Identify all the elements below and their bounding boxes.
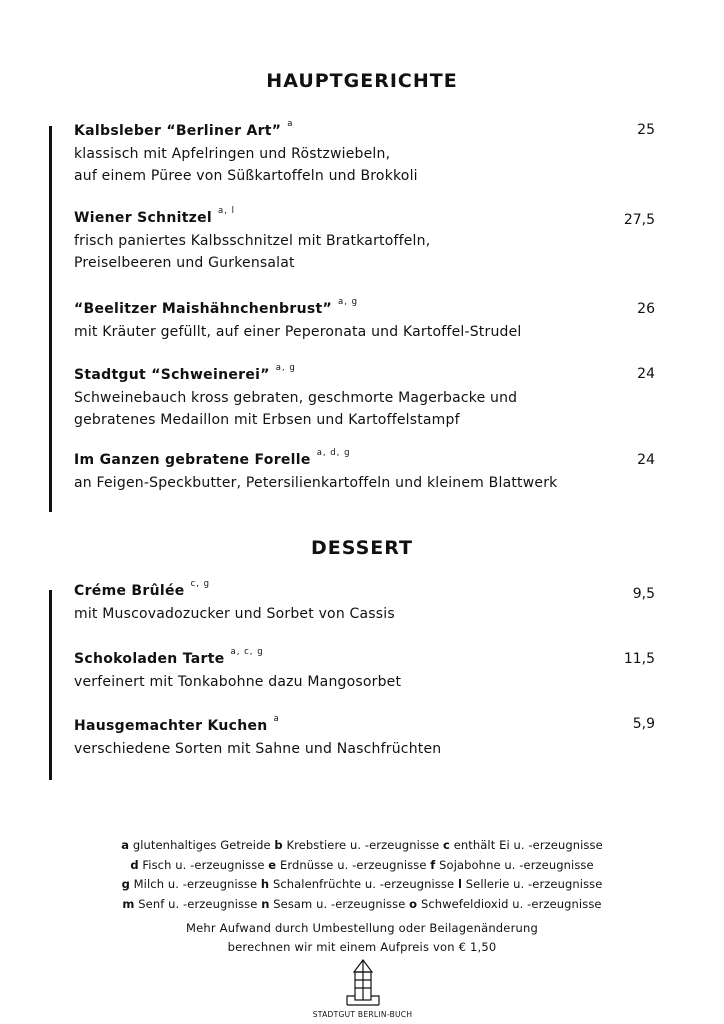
dish-name — [74, 206, 634, 226]
legend-line — [0, 856, 724, 876]
legend-text: Sesam u. -erzeugnisse — [269, 896, 410, 911]
dish-name-text: Créme Brûlée — [74, 583, 185, 599]
dessert-section-bar — [49, 590, 52, 780]
menu-item — [74, 206, 634, 274]
legend-code: l — [457, 877, 462, 891]
dish-description — [74, 472, 634, 494]
dish-price: 5,9 — [632, 716, 655, 732]
dish-name — [74, 363, 634, 383]
menu-item — [74, 647, 634, 693]
dish-description — [74, 230, 634, 274]
menu-item — [74, 579, 634, 625]
dish-name — [74, 119, 634, 139]
logo-text: STADTGUT BERLIN-BUCH — [312, 1010, 413, 1019]
legend-code: o — [409, 896, 418, 911]
dish-description-line: klassisch mit Apfelringen und Röstzwiebeln, — [74, 146, 391, 162]
menu-item — [74, 297, 634, 343]
dish-name-text: Wiener Schnitzel — [74, 210, 213, 226]
dish-description — [74, 738, 634, 760]
dish-name-text: Schokoladen Tarte — [74, 651, 225, 667]
legend-code: e — [268, 857, 277, 872]
stadtgut-logo — [300, 958, 425, 1019]
surcharge-note — [0, 919, 724, 957]
dish-description — [74, 387, 634, 431]
legend-text: enthält Ei u. -erzeugnisse — [449, 838, 603, 852]
dish-name — [74, 297, 634, 317]
legend-line — [0, 836, 724, 856]
dish-name-text: “Beelitzer Maishähnchenbrust” — [74, 301, 332, 317]
dish-description-line: verfeinert mit Tonkabohne dazu Mangosorbet — [74, 674, 402, 690]
legend-text: Senf u. -erzeugnisse — [134, 896, 262, 911]
legend-text: glutenhaltiges Getreide — [129, 838, 275, 852]
dish-description — [74, 321, 634, 343]
surcharge-note-line: Mehr Aufwand durch Umbestellung oder Beilagenänderung — [186, 921, 538, 935]
dish-price: 24 — [637, 452, 655, 468]
legend-code: h — [260, 877, 270, 891]
menu-item — [74, 363, 634, 431]
dish-name — [74, 448, 634, 468]
dessert-section-title: DESSERT — [311, 537, 413, 559]
allergen-codes: a, g — [337, 297, 358, 307]
legend-code: n — [261, 896, 270, 911]
surcharge-note-line: berechnen wir mit einem Aufpreis von € 1,50 — [227, 940, 497, 954]
legend-code: b — [274, 838, 283, 852]
dish-description-line: verschiedene Sorten mit Sahne und Naschfrüchten — [74, 741, 442, 757]
legend-line — [0, 875, 724, 895]
allergen-legend — [0, 836, 724, 914]
allergen-codes: a, g — [275, 363, 296, 373]
main-section-bar — [49, 126, 52, 512]
allergen-codes: c, g — [190, 579, 211, 589]
dish-price: 26 — [637, 301, 655, 317]
dish-description — [74, 603, 634, 625]
dish-name-text: Hausgemachter Kuchen — [74, 718, 268, 734]
legend-text: Sellerie u. -erzeugnisse — [461, 877, 603, 891]
allergen-codes: a, d, g — [316, 448, 351, 458]
dish-price: 27,5 — [623, 212, 655, 228]
dish-price: 9,5 — [632, 586, 655, 602]
dish-price: 25 — [637, 122, 655, 138]
dish-name — [74, 647, 634, 667]
dish-price: 24 — [637, 366, 655, 382]
legend-code: g — [121, 877, 130, 891]
tower-icon — [346, 958, 380, 1006]
allergen-codes: a — [273, 714, 280, 724]
dish-price: 11,5 — [623, 651, 655, 667]
legend-text: Erdnüsse u. -erzeugnisse — [276, 857, 431, 872]
main-section-title: HAUPTGERICHTE — [266, 70, 458, 92]
legend-code: m — [122, 896, 135, 911]
dish-description — [74, 671, 634, 693]
dish-description-line: an Feigen-Speckbutter, Petersilienkartoffeln und kleinem Blattwerk — [74, 475, 558, 491]
legend-line — [0, 895, 724, 915]
dish-name — [74, 714, 634, 734]
allergen-codes: a — [287, 119, 294, 129]
legend-text: Milch u. -erzeugnisse — [129, 877, 261, 891]
legend-text: Schalenfrüchte u. -erzeugnisse — [269, 877, 458, 891]
dish-description-line: frisch paniertes Kalbsschnitzel mit Bratkartoffeln, — [74, 233, 431, 249]
dish-name — [74, 579, 634, 599]
allergen-codes: a, l — [218, 206, 236, 216]
dish-name-text: Im Ganzen gebratene Forelle — [74, 452, 311, 468]
legend-text: Schwefeldioxid u. -erzeugnisse — [417, 896, 602, 911]
dish-name-text: Stadtgut “Schweinerei” — [74, 367, 270, 383]
dish-description-line: Schweinebauch kross gebraten, geschmorte Magerbacke und — [74, 390, 518, 406]
dish-description-line: Preiselbeeren und Gurkensalat — [74, 255, 295, 271]
menu-item — [74, 714, 634, 760]
allergen-codes: a, c, g — [230, 647, 264, 657]
menu-item — [74, 448, 634, 494]
legend-code: c — [443, 838, 450, 852]
legend-text: Fisch u. -erzeugnisse — [138, 857, 269, 872]
legend-code: d — [130, 857, 139, 872]
menu-item — [74, 119, 634, 187]
legend-code: f — [430, 857, 436, 872]
dish-description-line: mit Kräuter gefüllt, auf einer Peperonata und Kartoffel-Strudel — [74, 324, 522, 340]
legend-text: Sojabohne u. -erzeugnisse — [435, 857, 594, 872]
legend-text: Krebstiere u. -erzeugnisse — [282, 838, 444, 852]
dish-description-line: auf einem Püree von Süßkartoffeln und Brokkoli — [74, 168, 418, 184]
legend-code: a — [121, 838, 130, 852]
dish-description-line: gebratenes Medaillon mit Erbsen und Kartoffelstampf — [74, 412, 460, 428]
dish-name-text: Kalbsleber “Berliner Art” — [74, 123, 282, 139]
dish-description — [74, 143, 634, 187]
dish-description-line: mit Muscovadozucker und Sorbet von Cassis — [74, 606, 395, 622]
